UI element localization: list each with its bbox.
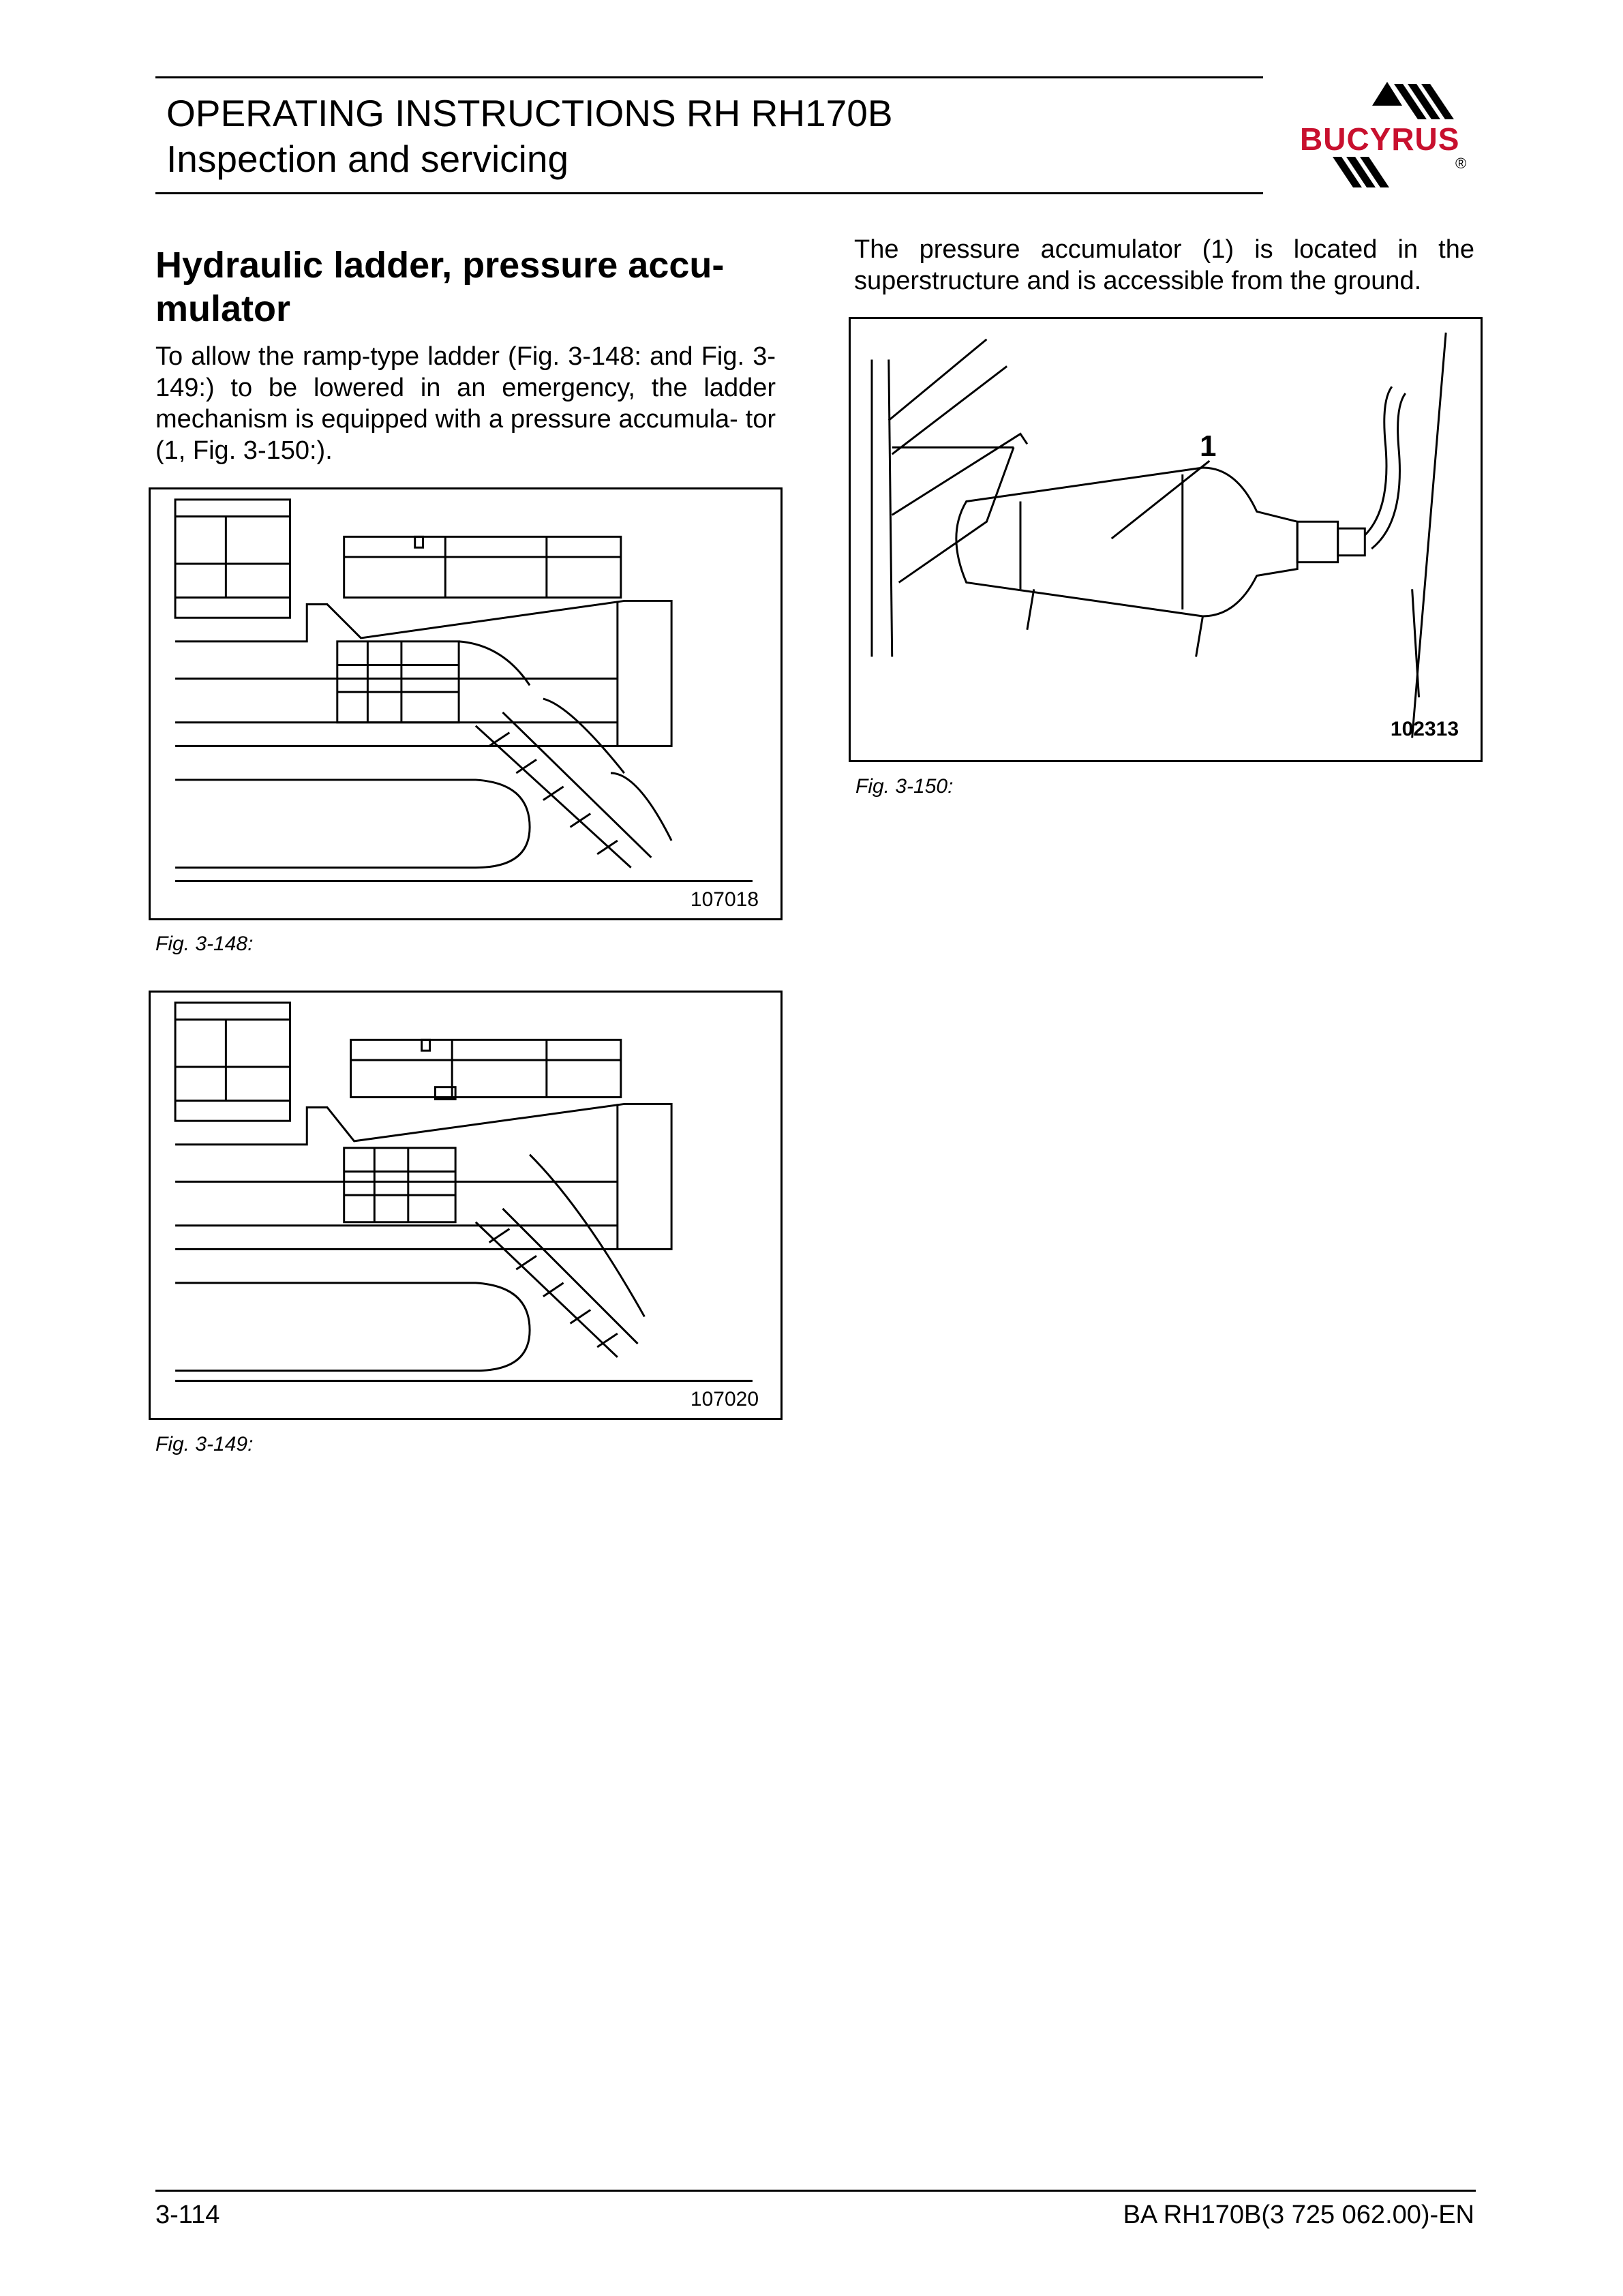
doc-title: OPERATING INSTRUCTIONS RH RH170B	[166, 92, 893, 134]
registered-mark: ®	[1455, 155, 1467, 172]
figure-caption: Fig. 3-149:	[155, 1433, 254, 1455]
figure-3-148	[149, 487, 783, 920]
figure-id: 107020	[690, 1388, 759, 1410]
figure-id: 102313	[1390, 718, 1459, 740]
section-heading	[155, 243, 724, 331]
header-bottom-rule	[155, 192, 1263, 194]
doc-subtitle: Inspection and servicing	[166, 138, 569, 180]
document-reference: BA RH170B(3 725 062.00)-EN	[1123, 2201, 1474, 2229]
logo-wordmark: BUCYRUS	[1300, 121, 1460, 157]
figure-3-150	[849, 317, 1483, 762]
section-heading-line2: mulator	[155, 288, 291, 329]
figure-3-149	[149, 991, 783, 1420]
section-heading-line1: Hydraulic ladder, pressure accu-	[155, 245, 725, 286]
excavator-ladder-raised-drawing	[151, 489, 780, 918]
page-number: 3-114	[155, 2201, 220, 2229]
callout-number: 1	[1200, 429, 1217, 463]
pressure-accumulator-drawing	[851, 319, 1481, 760]
figure-caption: Fig. 3-150:	[855, 775, 954, 798]
figure-id: 107018	[690, 888, 759, 911]
footer-rule	[155, 2190, 1476, 2192]
figure-caption: Fig. 3-148:	[155, 933, 254, 955]
header-top-rule	[155, 76, 1263, 78]
bucyrus-logo	[1292, 78, 1479, 194]
intro-paragraph: To allow the ramp-type ladder (Fig. 3-148: and Fig. 3-149:) to be lowered in an emergency, the ladder mechanism is equipped with a pressure accumula- tor (1, Fig. 3-150:).	[155, 342, 776, 465]
excavator-ladder-lowered-drawing	[151, 993, 780, 1418]
location-paragraph: The pressure accumulator (1) is located in the superstructure and is accessible from the ground.	[854, 235, 1474, 295]
